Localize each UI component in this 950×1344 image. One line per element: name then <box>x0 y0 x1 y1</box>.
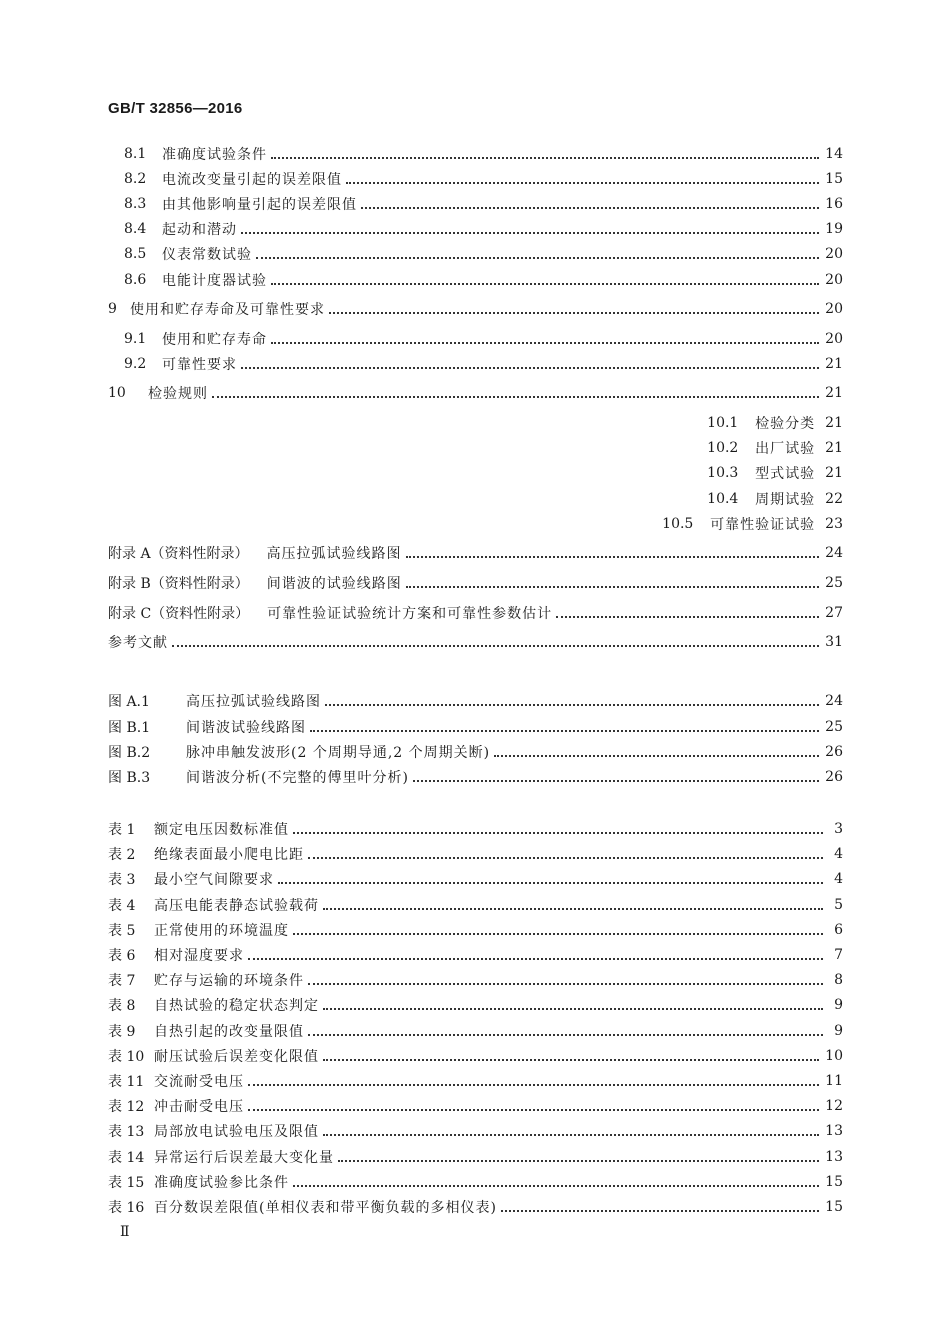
toc-title: 使用和贮存寿命 <box>162 332 267 348</box>
figure-page-number: 26 <box>825 769 843 785</box>
dot-leader <box>308 1032 823 1036</box>
toc-page-number: 20 <box>825 301 843 317</box>
dot-leader <box>248 956 823 960</box>
table-title: 高压电能表静态试验载荷 <box>154 898 319 914</box>
table-number: 表 14 <box>108 1150 145 1166</box>
toc-number: 8.1 <box>124 146 147 162</box>
figure-entry[interactable] <box>108 741 843 763</box>
table-number: 表 3 <box>108 872 136 888</box>
toc-title: 电流改变量引起的误差限值 <box>162 172 342 188</box>
toc-page-number: 21 <box>825 356 843 372</box>
dot-leader <box>556 614 819 618</box>
toc-entry[interactable] <box>707 488 843 510</box>
toc-page-number: 19 <box>825 221 843 237</box>
dot-leader <box>501 1208 819 1212</box>
table-page-number: 6 <box>834 922 843 938</box>
toc-entry[interactable] <box>124 143 843 165</box>
toc-entry[interactable] <box>124 353 843 375</box>
toc-title: 间谐波的试验线路图 <box>266 576 402 592</box>
dot-leader <box>338 1158 819 1162</box>
toc-number: 10.5 <box>662 516 694 532</box>
dot-leader <box>248 1107 819 1111</box>
table-number: 表 11 <box>108 1074 145 1090</box>
table-page-number: 10 <box>825 1048 843 1064</box>
toc-title: 起动和潜动 <box>162 222 237 238</box>
table-page-number: 13 <box>825 1123 843 1139</box>
table-page-number: 8 <box>834 972 843 988</box>
toc-page-number: 21 <box>825 465 843 481</box>
table-title: 百分数误差限值(单相仪表和带平衡负载的多相仪表) <box>154 1200 497 1216</box>
toc-page-number: 21 <box>825 440 843 456</box>
toc-number: 8.4 <box>124 221 147 237</box>
toc-title: 准确度试验条件 <box>162 147 267 163</box>
table-title: 自热引起的改变量限值 <box>154 1024 304 1040</box>
table-page-number: 5 <box>834 897 843 913</box>
toc-title: 可靠性验证试验统计方案和可靠性参数估计 <box>267 606 553 622</box>
toc-number: 10 <box>108 385 126 401</box>
figure-title: 间谐波分析(不完整的傅里叶分析) <box>186 770 409 786</box>
toc-entry[interactable] <box>108 572 843 594</box>
toc-entry[interactable] <box>108 542 843 564</box>
table-entry[interactable] <box>108 1020 843 1042</box>
figure-number: 图 B.3 <box>108 770 151 786</box>
table-number: 表 4 <box>108 898 136 914</box>
dot-leader <box>413 778 819 782</box>
table-number: 表 16 <box>108 1200 145 1216</box>
dot-leader <box>256 255 819 259</box>
toc-title: 高压拉弧试验线路图 <box>266 546 402 562</box>
table-page-number: 4 <box>834 871 843 887</box>
toc-page-number: 25 <box>825 575 843 591</box>
toc-number: 8.5 <box>124 246 147 262</box>
dot-leader <box>361 205 819 209</box>
toc-title: 使用和贮存寿命及可靠性要求 <box>130 302 325 318</box>
toc-page-number: 22 <box>825 491 843 507</box>
table-title: 耐压试验后误差变化限值 <box>154 1049 319 1065</box>
toc-title: 可靠性验证试验 <box>710 517 816 533</box>
toc-number: 附录 A（资料性附录） <box>108 546 249 562</box>
toc-title: 周期试验 <box>755 492 816 508</box>
toc-page-number: 20 <box>825 331 843 347</box>
table-number: 表 7 <box>108 973 136 989</box>
table-title: 自热试验的稳定状态判定 <box>154 998 319 1014</box>
dot-leader <box>329 310 819 314</box>
figure-title: 高压拉弧试验线路图 <box>186 694 321 710</box>
table-page-number: 13 <box>825 1149 843 1165</box>
table-entry[interactable] <box>108 919 843 941</box>
table-entry[interactable] <box>108 1045 843 1067</box>
toc-number: 9 <box>108 301 117 317</box>
toc-entry[interactable] <box>108 631 843 653</box>
dot-leader <box>293 830 823 834</box>
toc-number: 9.1 <box>124 331 147 347</box>
table-number: 表 9 <box>108 1024 136 1040</box>
toc-page-number: 23 <box>825 516 843 532</box>
toc-number: 10.4 <box>707 491 739 507</box>
table-page-number: 7 <box>834 947 843 963</box>
table-page-number: 15 <box>825 1174 843 1190</box>
figure-entry[interactable] <box>108 716 843 738</box>
table-page-number: 12 <box>825 1098 843 1114</box>
table-title: 绝缘表面最小爬电比距 <box>154 847 304 863</box>
dot-leader <box>406 554 820 558</box>
table-title: 正常使用的环境温度 <box>154 923 289 939</box>
table-page-number: 9 <box>834 997 843 1013</box>
toc-number: 8.3 <box>124 196 147 212</box>
table-entry[interactable] <box>108 894 843 916</box>
toc-number: 附录 C（资料性附录） <box>108 606 250 622</box>
dot-leader <box>271 155 819 159</box>
table-title: 异常运行后误差最大变化量 <box>154 1150 334 1166</box>
table-page-number: 15 <box>825 1199 843 1215</box>
dot-leader <box>406 584 819 588</box>
table-title: 额定电压因数标准值 <box>154 822 289 838</box>
table-entry[interactable] <box>108 843 843 865</box>
dot-leader <box>293 1183 819 1187</box>
dot-leader <box>271 340 819 344</box>
toc-title: 可靠性要求 <box>162 357 237 373</box>
toc-page-number: 14 <box>825 146 843 162</box>
toc-title: 检验规则 <box>148 386 208 402</box>
table-number: 表 15 <box>108 1175 145 1191</box>
toc-title: 由其他影响量引起的误差限值 <box>162 197 357 213</box>
figure-number: 图 B.1 <box>108 720 151 736</box>
toc-page-number: 20 <box>825 272 843 288</box>
table-number: 表 13 <box>108 1124 145 1140</box>
table-page-number: 11 <box>825 1073 843 1089</box>
toc-entry[interactable] <box>124 168 843 190</box>
table-entry[interactable] <box>108 1070 843 1092</box>
toc-entry[interactable] <box>108 298 843 320</box>
toc-number: 10.1 <box>707 415 739 431</box>
table-number: 表 8 <box>108 998 136 1014</box>
table-title: 局部放电试验电压及限值 <box>154 1124 319 1140</box>
toc-page-number: 27 <box>825 605 843 621</box>
toc-entry[interactable] <box>707 437 843 459</box>
toc-number: 附录 B（资料性附录） <box>108 576 249 592</box>
table-title: 贮存与运输的环境条件 <box>154 973 304 989</box>
table-title: 准确度试验参比条件 <box>154 1175 289 1191</box>
table-entry[interactable] <box>108 1146 843 1168</box>
table-number: 表 6 <box>108 948 136 964</box>
table-page-number: 4 <box>834 846 843 862</box>
table-entry[interactable] <box>108 1171 843 1193</box>
table-page-number: 3 <box>834 821 843 837</box>
dot-leader <box>271 281 819 285</box>
toc-entry[interactable] <box>124 269 843 291</box>
toc-entry[interactable] <box>124 193 843 215</box>
toc-entry[interactable] <box>108 382 843 404</box>
toc-page-number: 21 <box>825 385 843 401</box>
dot-leader <box>494 753 819 757</box>
figure-entry[interactable] <box>108 766 843 788</box>
dot-leader <box>323 1132 819 1136</box>
table-number: 表 5 <box>108 923 136 939</box>
table-entry[interactable] <box>108 944 843 966</box>
toc-page-number: 31 <box>825 634 843 650</box>
table-entry[interactable] <box>108 994 843 1016</box>
dot-leader <box>241 230 819 234</box>
figure-page-number: 26 <box>825 744 843 760</box>
toc-title: 电能计度器试验 <box>162 273 267 289</box>
table-title: 冲击耐受电压 <box>154 1099 244 1115</box>
toc-entry[interactable] <box>707 462 843 484</box>
dot-leader <box>293 931 823 935</box>
toc-title: 参考文献 <box>108 635 168 651</box>
table-entry[interactable] <box>108 1095 843 1117</box>
table-number: 表 2 <box>108 847 136 863</box>
toc-entry[interactable] <box>124 243 843 265</box>
dot-leader <box>278 880 823 884</box>
toc-entry[interactable] <box>662 513 843 535</box>
toc-entry[interactable] <box>707 412 843 434</box>
toc-number: 10.3 <box>707 465 739 481</box>
table-number: 表 10 <box>108 1049 145 1065</box>
document-id: GB/T 32856—2016 <box>108 100 243 117</box>
figure-title: 脉冲串触发波形(2 个周期导通,2 个周期关断) <box>186 745 491 761</box>
toc-number: 9.2 <box>124 356 147 372</box>
figure-page-number: 24 <box>825 693 843 709</box>
dot-leader <box>308 981 823 985</box>
figure-number: 图 B.2 <box>108 745 151 761</box>
table-number: 表 1 <box>108 822 136 838</box>
toc-number: 8.2 <box>124 171 147 187</box>
dot-leader <box>325 702 819 706</box>
table-title: 交流耐受电压 <box>154 1074 244 1090</box>
dot-leader <box>323 906 823 910</box>
toc-entry[interactable] <box>124 218 843 240</box>
toc-title: 仪表常数试验 <box>162 247 252 263</box>
dot-leader <box>172 643 819 647</box>
toc-entry[interactable] <box>124 328 843 350</box>
table-title: 相对湿度要求 <box>154 948 244 964</box>
dot-leader <box>212 394 819 398</box>
toc-number: 10.2 <box>707 440 739 456</box>
toc-page-number: 15 <box>825 171 843 187</box>
dot-leader <box>310 728 819 732</box>
table-entry[interactable] <box>108 868 843 890</box>
dot-leader <box>241 365 819 369</box>
dot-leader <box>308 855 823 859</box>
toc-number: 8.6 <box>124 272 147 288</box>
toc-page-number: 21 <box>825 415 843 431</box>
table-page-number: 9 <box>834 1023 843 1039</box>
table-entry[interactable] <box>108 969 843 991</box>
dot-leader <box>248 1082 819 1086</box>
dot-leader <box>323 1006 823 1010</box>
table-number: 表 12 <box>108 1099 145 1115</box>
toc-page-number: 24 <box>825 545 843 561</box>
figure-title: 间谐波试验线路图 <box>186 720 306 736</box>
toc-page-number: 20 <box>825 246 843 262</box>
table-entry[interactable] <box>108 1196 843 1218</box>
table-entry[interactable] <box>108 1120 843 1142</box>
dot-leader <box>323 1057 819 1061</box>
table-title: 最小空气间隙要求 <box>154 872 274 888</box>
dot-leader <box>346 180 819 184</box>
toc-title: 型式试验 <box>755 466 816 482</box>
toc-page-number: 16 <box>825 196 843 212</box>
figure-page-number: 25 <box>825 719 843 735</box>
figure-number: 图 A.1 <box>108 694 150 710</box>
page-number: Ⅱ <box>120 1224 130 1240</box>
table-entry[interactable] <box>108 818 843 840</box>
toc-title: 检验分类 <box>755 416 816 432</box>
toc-entry[interactable] <box>108 602 843 624</box>
figure-entry[interactable] <box>108 690 843 712</box>
toc-title: 出厂试验 <box>755 441 816 457</box>
